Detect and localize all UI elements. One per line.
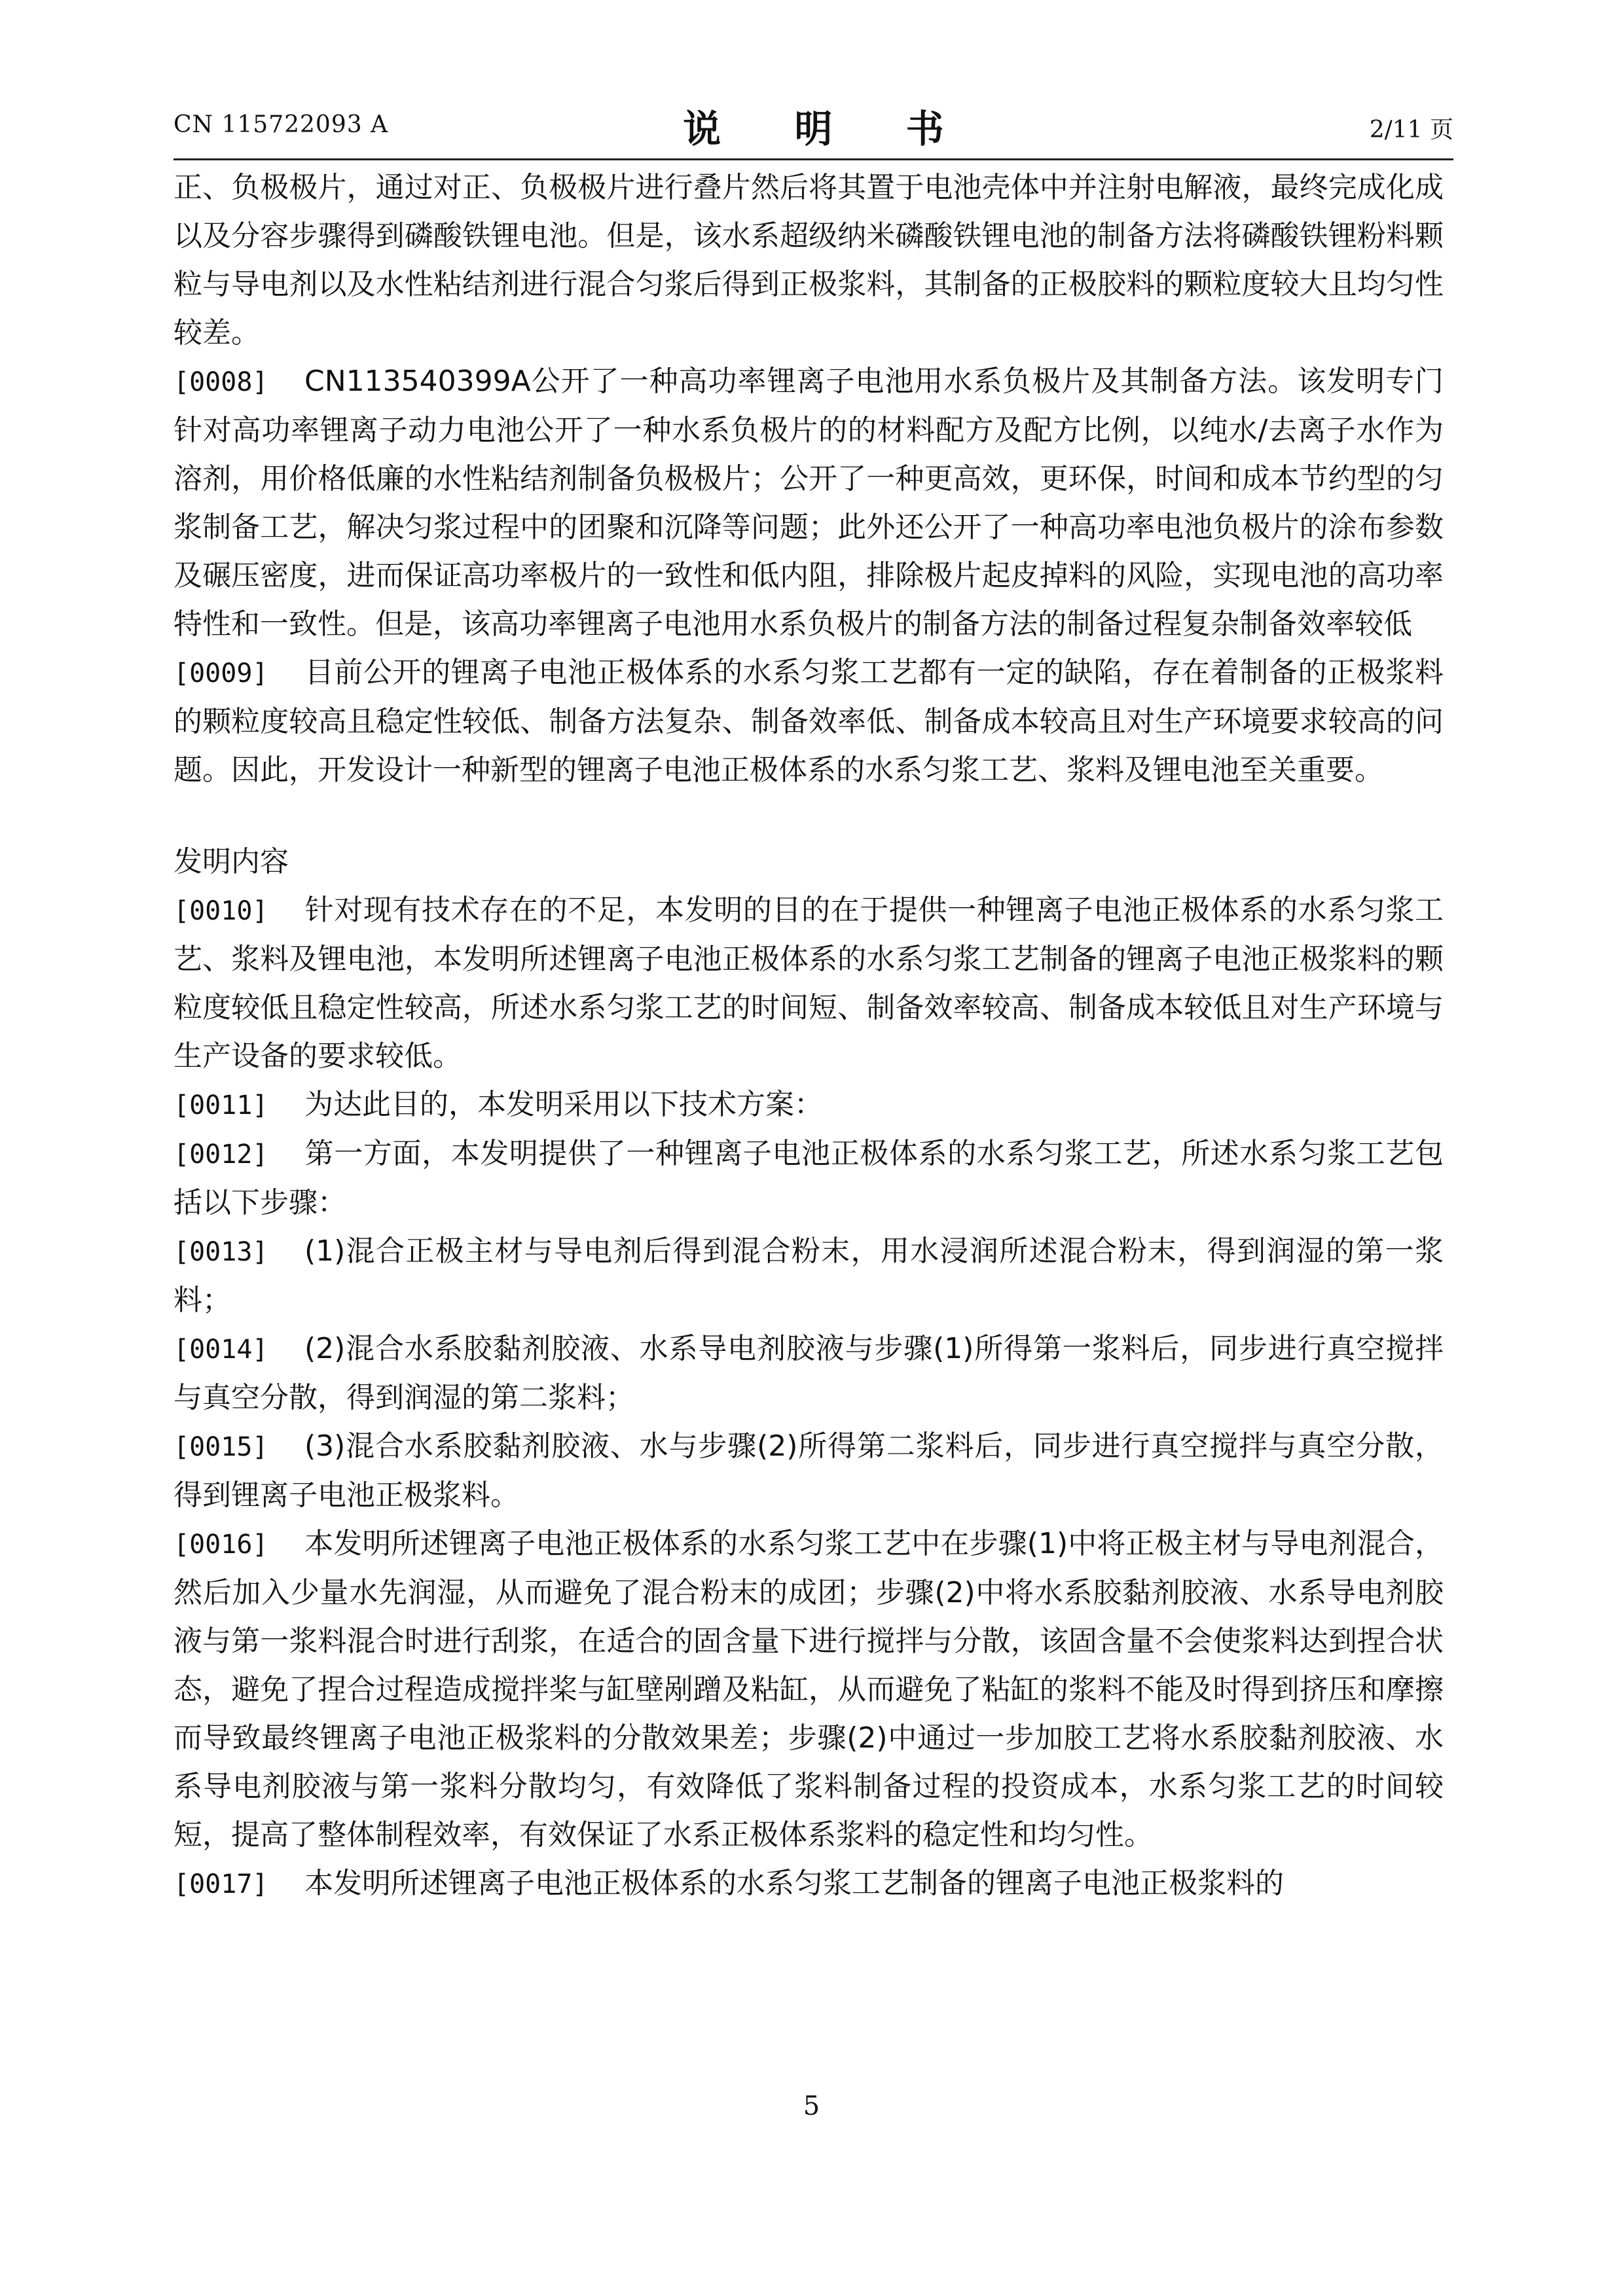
paragraph-number: [0013] bbox=[173, 1237, 268, 1267]
paragraph-number: [0014] bbox=[173, 1335, 268, 1365]
paragraph-number: [0010] bbox=[173, 896, 268, 926]
paragraph-text: (1)混合正极主材与导电剂后得到混合粉末，用水浸润所述混合粉末，得到润湿的第一浆料； bbox=[173, 1234, 1444, 1317]
page-header bbox=[173, 98, 1453, 157]
paragraph-number: [0015] bbox=[173, 1432, 268, 1462]
header-rule bbox=[173, 158, 1453, 160]
paragraph-number: [0017] bbox=[173, 1869, 268, 1899]
intro-paragraph: 正、负极极片，通过对正、负极极片进行叠片然后将其置于电池壳体中并注射电解液，最终完成化成以及分容步骤得到磷酸铁锂电池。但是，该水系超级纳米磷酸铁锂电池的制备方法将磷酸铁锂粉料颗粒与导电剂以及水性粘结剂进行混合匀浆后得到正极浆料，其制备的正极胶料的颗粒度较大且均匀性较差。 bbox=[173, 171, 1444, 350]
patent-number: CN 115722093 A bbox=[173, 111, 389, 138]
document-body bbox=[173, 164, 1444, 1909]
paragraph-0013 bbox=[173, 1227, 1444, 1325]
page-indicator: 2/11 页 bbox=[1369, 117, 1453, 143]
paragraph-number: [0016] bbox=[173, 1530, 268, 1560]
paragraph-text: CN113540399A公开了一种高功率锂离子电池用水系负极片及其制备方法。该发明专门针对高功率锂离子动力电池公开了一种水系负极片的的材料配方及配方比例，以纯水/去离子水作为溶剂，用价格低廉的水性粘结剂制备负极极片；公开了一种更高效，更环保，时间和成本节约型的匀浆制备工艺，解决匀浆过程中的团聚和沉降等问题；此外还公开了一种高功率电池负极片的涂布参数及碾压密度，进而保证高功率极片的一致性和低内阻，排除极片起皮掉料的风险，实现电池的高功率特性和一致性。但是，该高功率锂离子电池用水系负极片的制备方法的制备过程复杂制备效率较低 bbox=[173, 365, 1444, 641]
section-heading: 发明内容 bbox=[173, 845, 289, 878]
paragraph-0010 bbox=[173, 886, 1444, 1081]
paragraph-0011 bbox=[173, 1081, 1444, 1130]
paragraph-text: 本发明所述锂离子电池正极体系的水系匀浆工艺中在步骤(1)中将正极主材与导电剂混合，然后加入少量水先润湿，从而避免了混合粉末的成团；步骤(2)中将水系胶黏剂胶液、水系导电剂胶液与第一浆料混合时进行刮浆，在适合的固含量下进行搅拌与分散，该固含量不会使浆料达到捏合状态，避免了捏合过程造成搅拌桨与缸壁剐蹭及粘缸，从而避免了粘缸的浆料不能及时得到挤压和摩擦而导致最终锂离子电池正极浆料的分散效果差；步骤(2)中通过一步加胶工艺将水系胶黏剂胶液、水系导电剂胶液与第一浆料分散均匀，有效降低了浆料制备过程的投资成本，水系匀浆工艺的时间较短，提高了整体制程效率，有效保证了水系正极体系浆料的稳定性和均匀性。 bbox=[173, 1527, 1444, 1852]
paragraph-0016 bbox=[173, 1520, 1444, 1859]
paragraph-text: 针对现有技术存在的不足，本发明的目的在于提供一种锂离子电池正极体系的水系匀浆工艺、浆料及锂电池，本发明所述锂离子电池正极体系的水系匀浆工艺制备的锂离子电池正极浆料的颗粒度较低且稳定性较高，所述水系匀浆工艺的时间短、制备效率较高、制备成本较低且对生产环境与生产设备的要求较低。 bbox=[173, 893, 1444, 1073]
paragraph-0008 bbox=[173, 357, 1444, 649]
paragraph-0015 bbox=[173, 1422, 1444, 1520]
paragraph-text: 为达此目的，本发明采用以下技术方案： bbox=[304, 1088, 823, 1121]
page-number: 5 bbox=[803, 2091, 820, 2121]
paragraph-number: [0008] bbox=[173, 367, 268, 397]
paragraph-0009 bbox=[173, 649, 1444, 795]
paragraph-text: 本发明所述锂离子电池正极体系的水系匀浆工艺制备的锂离子电池正极浆料的 bbox=[304, 1867, 1284, 1900]
paragraph-text: 目前公开的锂离子电池正极体系的水系匀浆工艺都有一定的缺陷，存在着制备的正极浆料的颗粒度较高且稳定性较低、制备方法复杂、制备效率低、制备成本较高且对生产环境要求较高的问题。因此，开发设计一种新型的锂离子电池正极体系的水系匀浆工艺、浆料及锂电池至关重要。 bbox=[173, 656, 1444, 787]
paragraph-number: [0011] bbox=[173, 1090, 268, 1121]
paragraph-text: (3)混合水系胶黏剂胶液、水与步骤(2)所得第二浆料后，同步进行真空搅拌与真空分散，得到锂离子电池正极浆料。 bbox=[173, 1429, 1444, 1512]
paragraph-number: [0012] bbox=[173, 1139, 268, 1170]
paragraph-text: 第一方面，本发明提供了一种锂离子电池正极体系的水系匀浆工艺，所述水系匀浆工艺包括以下步骤： bbox=[173, 1137, 1444, 1219]
document-title: 说 明 书 bbox=[683, 107, 974, 151]
paragraph-text: (2)混合水系胶黏剂胶液、水系导电剂胶液与步骤(1)所得第一浆料后，同步进行真空搅拌与真空分散，得到润湿的第二浆料； bbox=[173, 1332, 1444, 1414]
paragraph-0017 bbox=[173, 1859, 1444, 1909]
paragraph-number: [0009] bbox=[173, 658, 268, 689]
paragraph-0012 bbox=[173, 1130, 1444, 1227]
paragraph-0014 bbox=[173, 1325, 1444, 1422]
